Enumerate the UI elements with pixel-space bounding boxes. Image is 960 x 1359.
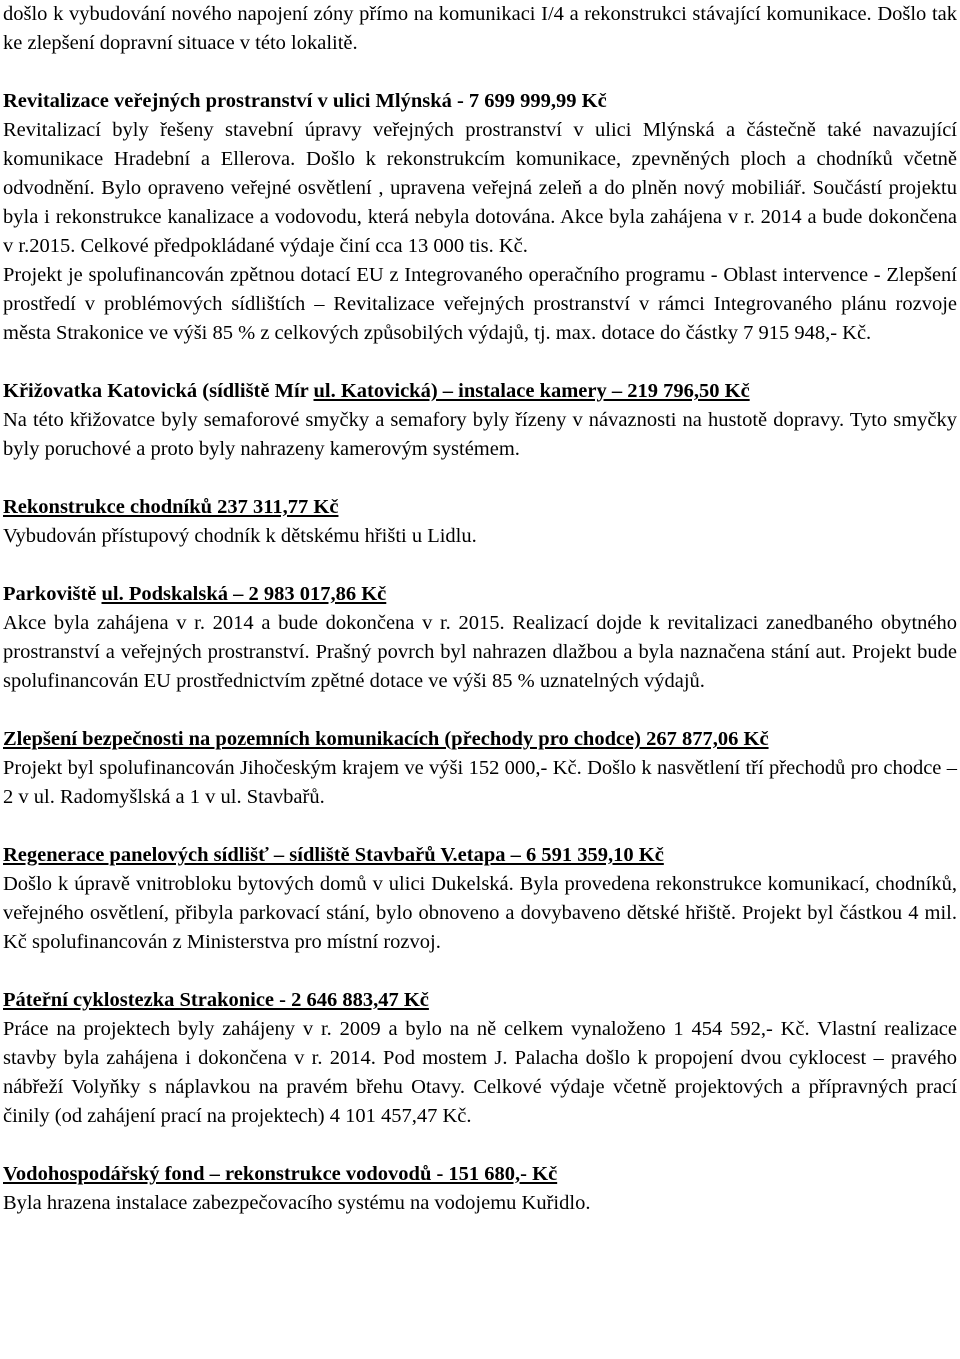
section-title-chodniky: Rekonstrukce chodníků 237 311,77 Kč <box>3 496 339 518</box>
section-body-vodovody: Byla hrazena instalace zabezpečovacího systému na vodojemu Kuřidlo. <box>3 1192 591 1214</box>
title-part-underlined: ul. Podskalská – 2 983 017,86 Kč <box>101 583 387 605</box>
section-body-stavbaru: Došlo k úpravě vnitrobloku bytových domů v ulici Dukelská. Byla provedena rekonstrukce komunikací, chodníků, veřejného osvětlení, přibyla parkovací stání, bylo obnoveno a dovybaveno dětské hřiště. Projekt byl částkou 4 mil. Kč spolufinancován z Ministerstva pro místní rozvoj. <box>3 873 957 953</box>
spacer <box>3 464 957 493</box>
section-body-mlynska-funding: Projekt je spolufinancován zpětnou dotací EU z Integrovaného operačního programu - Oblast intervence - Zlepšení prostředí v problémových sídlištích – Revitalizace veřejných prostranství v rámci Integrovaného plánu rozvoje města Strakonice ve výši 85 % z celkových způsobilých výdajů, tj. max. dotace do částky 7 915 948,- Kč. <box>3 264 957 344</box>
intro-paragraph: došlo k vybudování nového napojení zóny přímo na komunikaci I/4 a rekonstrukci stávající komunikace. Došlo tak ke zlepšení dopravní situace v této lokalitě. <box>3 3 957 54</box>
spacer <box>3 348 957 377</box>
spacer <box>3 696 957 725</box>
section-body-chodniky: Vybudován přístupový chodník k dětskému hřišti u Lidlu. <box>3 525 477 547</box>
section-body-prechody: Projekt byl spolufinancován Jihočeským krajem ve výši 152 000,- Kč. Došlo k nasvětlení tří přechodů pro chodce – 2 v ul. Radomyšlská a 1 v ul. Stavbařů. <box>3 757 957 808</box>
spacer <box>3 58 957 87</box>
section-body-cyklostezka: Práce na projektech byly zahájeny v r. 2009 a bylo na ně celkem vynaloženo 1 454 592,- Kč. Vlastní realizace stavby byla zahájena i dokončena v r. 2014. Pod mostem J. Palacha došlo k propojení dvou cyklocest – pravého nábřeží Volyňky s náplavkou na pravém břehu Otavy. Celkové výdaje včetně projektových a přípravných prací činily (od zahájení prací na projektech) 4 101 457,47 Kč. <box>3 1018 957 1127</box>
section-body-mlynska: Revitalizací byly řešeny stavební úpravy veřejných prostranství v ulici Mlýnská a částečně také navazující komunikace Hradební a Ellerova. Došlo k rekonstrukcím komunikace, zpevněných ploch a chodníků včetně odvodnění. Bylo opraveno veřejné osvětlení , upravena veřejná zeleň a do plněn nový mobiliář. Součástí projektu byla i rekonstrukce kanalizace a vodovodu, která nebyla dotována. Akce byla zahájena v r. 2014 a bude dokončena v r.2015. Celkové předpokládané výdaje činí cca 13 000 tis. Kč. <box>3 119 957 257</box>
section-title-podskalska <box>3 580 957 609</box>
section-title-mlynska: Revitalizace veřejných prostranství v ulici Mlýnská - 7 699 999,99 Kč <box>3 90 607 112</box>
title-part: Křižovatka Katovická (sídliště Mír <box>3 380 314 402</box>
spacer <box>3 812 957 841</box>
title-part: Parkoviště <box>3 583 102 605</box>
section-title-stavbaru: Regenerace panelových sídlišť – sídliště Stavbařů V.etapa – 6 591 359,10 Kč <box>3 844 664 866</box>
spacer <box>3 957 957 986</box>
title-part-underlined: ul. Katovická) – instalace kamery – 219 796,50 Kč <box>313 380 750 402</box>
section-title-katovicka <box>3 377 957 406</box>
section-title-cyklostezka: Páteřní cyklostezka Strakonice - 2 646 883,47 Kč <box>3 989 429 1011</box>
section-body-katovicka: Na této křižovatce byly semaforové smyčky a semafory byly řízeny v návaznosti na hustotě dopravy. Tyto smyčky byly poruchové a proto byly nahrazeny kamerovým systémem. <box>3 409 957 460</box>
section-title-prechody: Zlepšení bezpečnosti na pozemních komunikacích (přechody pro chodce) 267 877,06 Kč <box>3 728 769 750</box>
spacer <box>3 1131 957 1160</box>
section-body-podskalska: Akce byla zahájena v r. 2014 a bude dokončena v r. 2015. Realizací dojde k revitalizaci zanedbaného obytného prostranství a veřejných prostranství. Prašný povrch byl nahrazen dlažbou a byla naznačena stání aut. Projekt bude spolufinancován EU prostřednictvím zpětné dotace ve výši 85 % uznatelných výdajů. <box>3 612 957 692</box>
section-title-vodovody: Vodohospodářský fond – rekonstrukce vodovodů - 151 680,- Kč <box>3 1163 558 1185</box>
spacer <box>3 551 957 580</box>
